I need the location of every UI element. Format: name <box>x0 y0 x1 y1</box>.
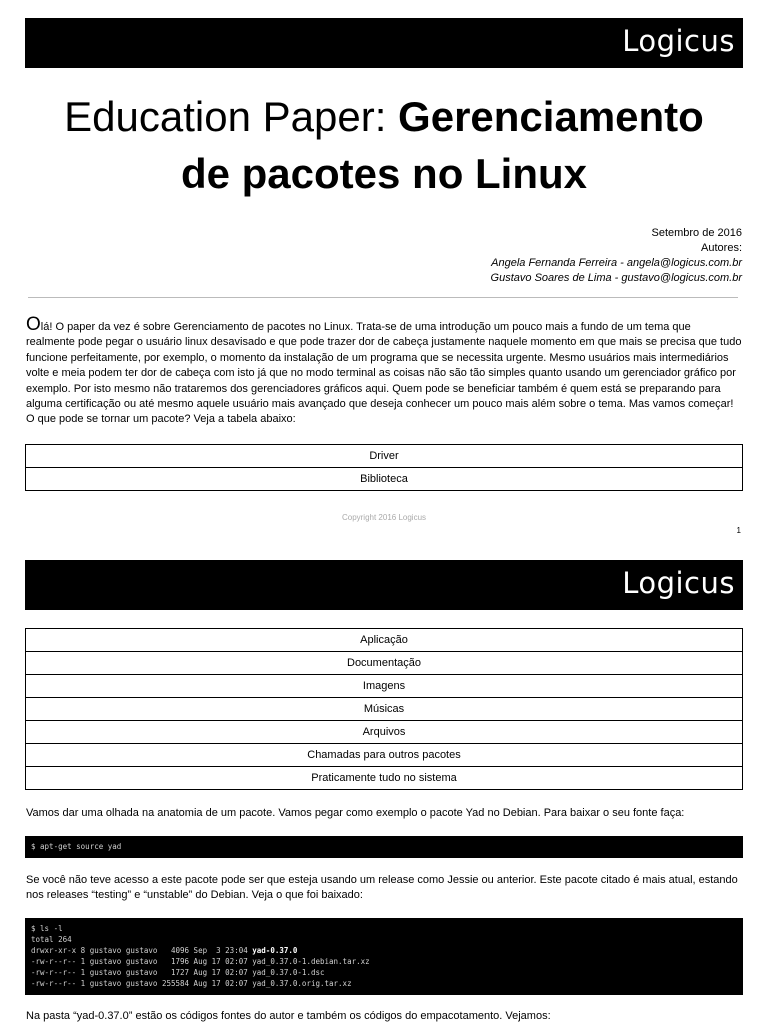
page-number: 1 <box>736 526 741 535</box>
page-title <box>25 88 743 202</box>
table-row: Documentação <box>26 652 742 675</box>
date: Setembro de 2016 <box>651 227 742 239</box>
table-row: Aplicação <box>26 629 742 652</box>
terminal-line-prefix: drwxr-xr-x 8 gustavo gustavo 4096 Sep 3 23:04 <box>31 946 253 955</box>
header-banner-page-2 <box>25 560 743 610</box>
terminal-line: -rw-r--r-- 1 gustavo gustavo 255584 Aug 17 02:07 yad_0.37.0.orig.tar.xz <box>31 979 352 988</box>
terminal-line: -rw-r--r-- 1 gustavo gustavo 1727 Aug 17 02:07 yad_0.37.0-1.dsc <box>31 968 325 977</box>
paragraph-release-note: Se você não teve acesso a este pacote pode ser que esteja usando um release como Jessie ou anterior. Este pacote citado é mais atual, estando nos releases “testing” e “unstable” do Debian. Veja o que foi baixado: <box>26 874 738 901</box>
terminal-line: $ ls -l <box>31 924 63 933</box>
brand-logo: Logicus <box>622 24 735 58</box>
brand-logo: Logicus <box>622 566 735 600</box>
terminal-command: $ apt-get source yad <box>31 842 122 851</box>
terminal-dir-name: yad-0.37.0 <box>252 946 298 955</box>
title-bold-line1: Gerenciamento <box>398 93 704 140</box>
package-types-table-1 <box>25 444 743 491</box>
terminal-line <box>31 946 297 955</box>
terminal-line: total 264 <box>31 935 72 944</box>
paragraph-folder-note: Na pasta “yad-0.37.0” estão os códigos fontes do autor e também os códigos do empacotamento. Vejamos: <box>26 1010 551 1022</box>
divider <box>28 297 738 298</box>
table-row: Driver <box>26 445 742 468</box>
terminal-line: -rw-r--r-- 1 gustavo gustavo 1796 Aug 17 02:07 yad_0.37.0-1.debian.tar.xz <box>31 957 370 966</box>
package-types-table-2 <box>25 628 743 790</box>
terminal-listing-block <box>25 918 743 995</box>
table-row: Chamadas para outros pacotes <box>26 744 742 767</box>
title-bold-line2: de pacotes no Linux <box>180 150 588 197</box>
table-row: Imagens <box>26 675 742 698</box>
intro-paragraph <box>26 314 742 428</box>
paragraph-anatomy: Vamos dar uma olhada na anatomia de um pacote. Vamos pegar como exemplo o pacote Yad no Debian. Para baixar o seu fonte faça: <box>26 807 685 819</box>
intro-text: lá! O paper da vez é sobre Gerenciamento de pacotes no Linux. Trata-se de uma introdução um pouco mais a fundo de um tema que realmente pode pegar o usuário linux desavisado e que pode trazer dor de cabeça justamente naquele momento em que mais se precisa que tudo funcione perfeitamente, por exemplo, o momento da instalação de um programa que se necessita urgente. Mesmo usuários mais intermediários volte e meia podem ter dor de cabeça com isto já que no modo terminal as coisas não são tão simples quanto usando um gerenciador gráfico por exemplo. Por isto mesmo não trataremos dos gerenciadores gráficos aqui. Quem pode se beneficiar também é quem está se preparando para alguma certificação ou até mesmo aquele usuário mais avançado que deseja conhecer um pouco mais além sobre o tema. Mas vamos começar! O que pode se tornar um pacote? Veja a tabela abaixo: <box>26 321 742 426</box>
title-prefix: Education Paper: <box>64 93 399 140</box>
table-row: Praticamente tudo no sistema <box>26 767 742 790</box>
author-1: Angela Fernanda Ferreira - angela@logicus.com.br <box>491 257 742 269</box>
table-row: Biblioteca <box>26 468 742 491</box>
table-row: Arquivos <box>26 721 742 744</box>
table-row: Músicas <box>26 698 742 721</box>
author-2: Gustavo Soares de Lima - gustavo@logicus.com.br <box>490 272 742 284</box>
terminal-command-block <box>25 836 743 858</box>
copyright: Copyright 2016 Logicus <box>341 513 427 522</box>
authors-label: Autores: <box>701 242 742 254</box>
header-banner <box>25 18 743 68</box>
dropcap: O <box>26 314 41 335</box>
